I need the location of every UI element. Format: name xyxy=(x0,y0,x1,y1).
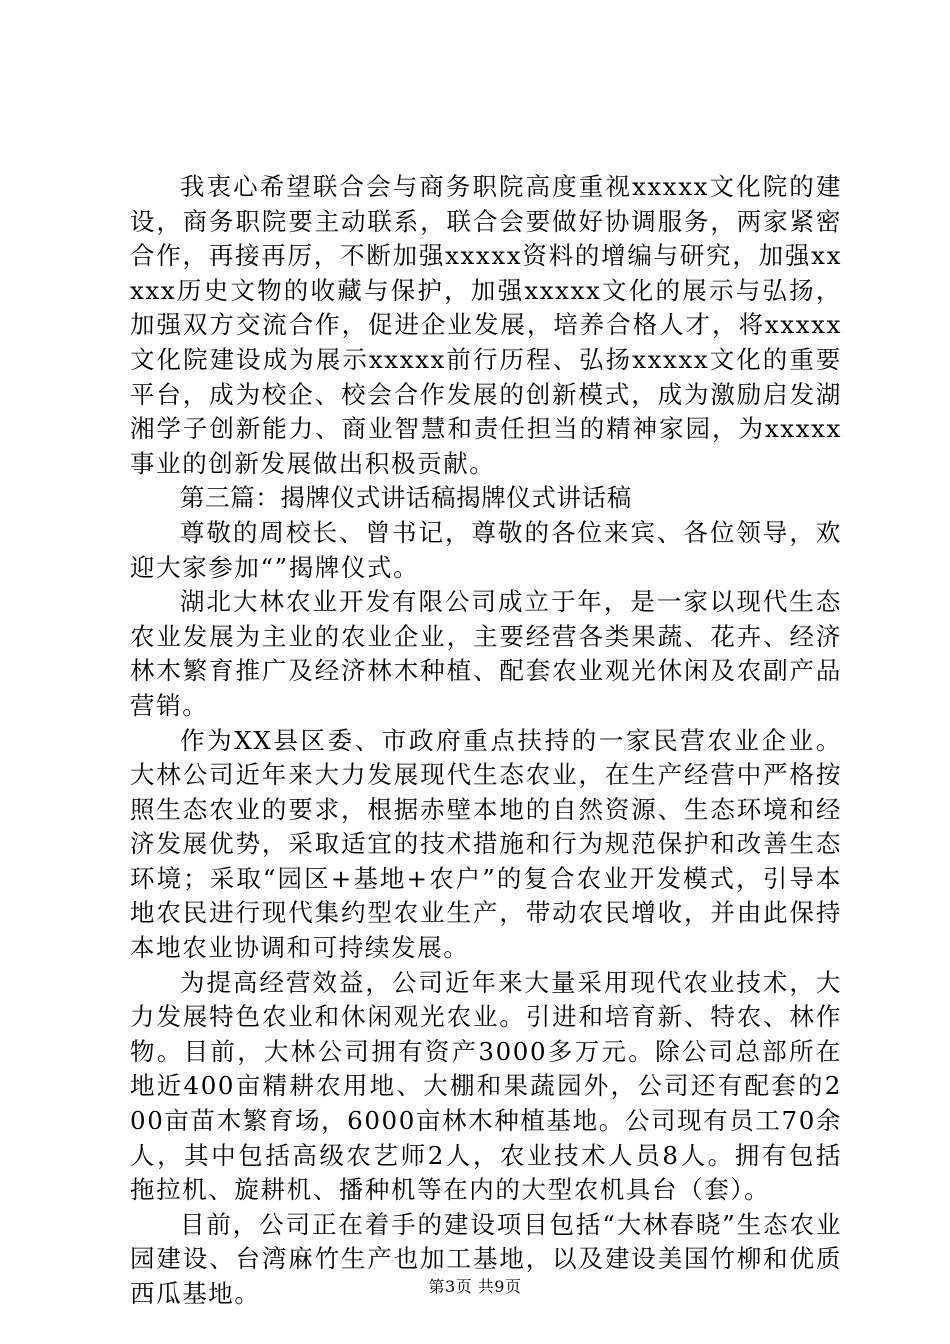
page-number-footer: 第3页 共9页 xyxy=(428,1277,522,1296)
paragraph-company-assets: 为提高经营效益，公司近年来大量采用现代农业技术，大力发展特色农业和休闲观光农业。引进和培育新、特农、林作物。目前，大林公司拥有资产3000多万元。除公司总部所在地近400亩精耕农用地、大棚和果蔬园外，公司还有配套的200亩苗木繁育场，6000亩林木种植基地。公司现有员工70余人，其中包括高级农艺师2人，农业技术人员8人。拥有包括拖拉机、旋耕机、播种机等在内的大型农机具台（套）。 xyxy=(130,967,842,1205)
paragraph-company-intro: 湖北大林农业开发有限公司成立于年，是一家以现代生态农业发展为主业的农业企业，主要经营各类果蔬、花卉、经济林木繁育推广及经济林木种植、配套农业观光休闲及农副产品营销。 xyxy=(130,587,842,720)
paragraph-company-development: 作为XX县区委、市政府重点扶持的一家民营农业企业。大林公司近年来大力发展现代生态农业，在生产经营中严格按照生态农业的要求，根据赤壁本地的自然资源、生态环境和经济发展优势，采取适宜的技术措施和行为规范保护和改善生态环境；采取“园区+基地+农户”的复合农业开发模式，引导本地农民进行现代集约型农业生产，带动农民增收，并由此保持本地农业协调和可持续发展。 xyxy=(130,725,842,963)
paragraph-current-projects: 目前，公司正在着手的建设项目包括“大林春晓”生态农业园建设、台湾麻竹生产也加工基地，以及建设美国竹柳和优质西瓜基地。 xyxy=(130,1209,842,1308)
document-body xyxy=(130,170,842,1312)
section-heading-part-three: 第三篇：揭牌仪式讲话稿揭牌仪式讲话稿 xyxy=(180,483,632,513)
paragraph-closing-wish: 我衷心希望联合会与商务职院高度重视xxxxx文化院的建设，商务职院要主动联系，联合会要做好协调服务，两家紧密合作，再接再厉，不断加强xxxxx资料的增编与研究，加强xxxxx历史文物的收藏与保护，加强xxxxx文化的展示与弘扬，加强双方交流合作，促进企业发展，培养合格人才，将xxxxx文化院建设成为展示xxxxx前行历程、弘扬xxxxx文化的重要平台，成为校企、校会合作发展的创新模式，成为激励启发湖湘学子创新能力、商业智慧和责任担当的精神家园，为xxxxx事业的创新发展做出积极贡献。 xyxy=(130,172,842,478)
paragraph-greeting: 尊敬的周校长、曾书记，尊敬的各位来宾、各位领导，欢迎大家参加“”揭牌仪式。 xyxy=(130,517,842,582)
